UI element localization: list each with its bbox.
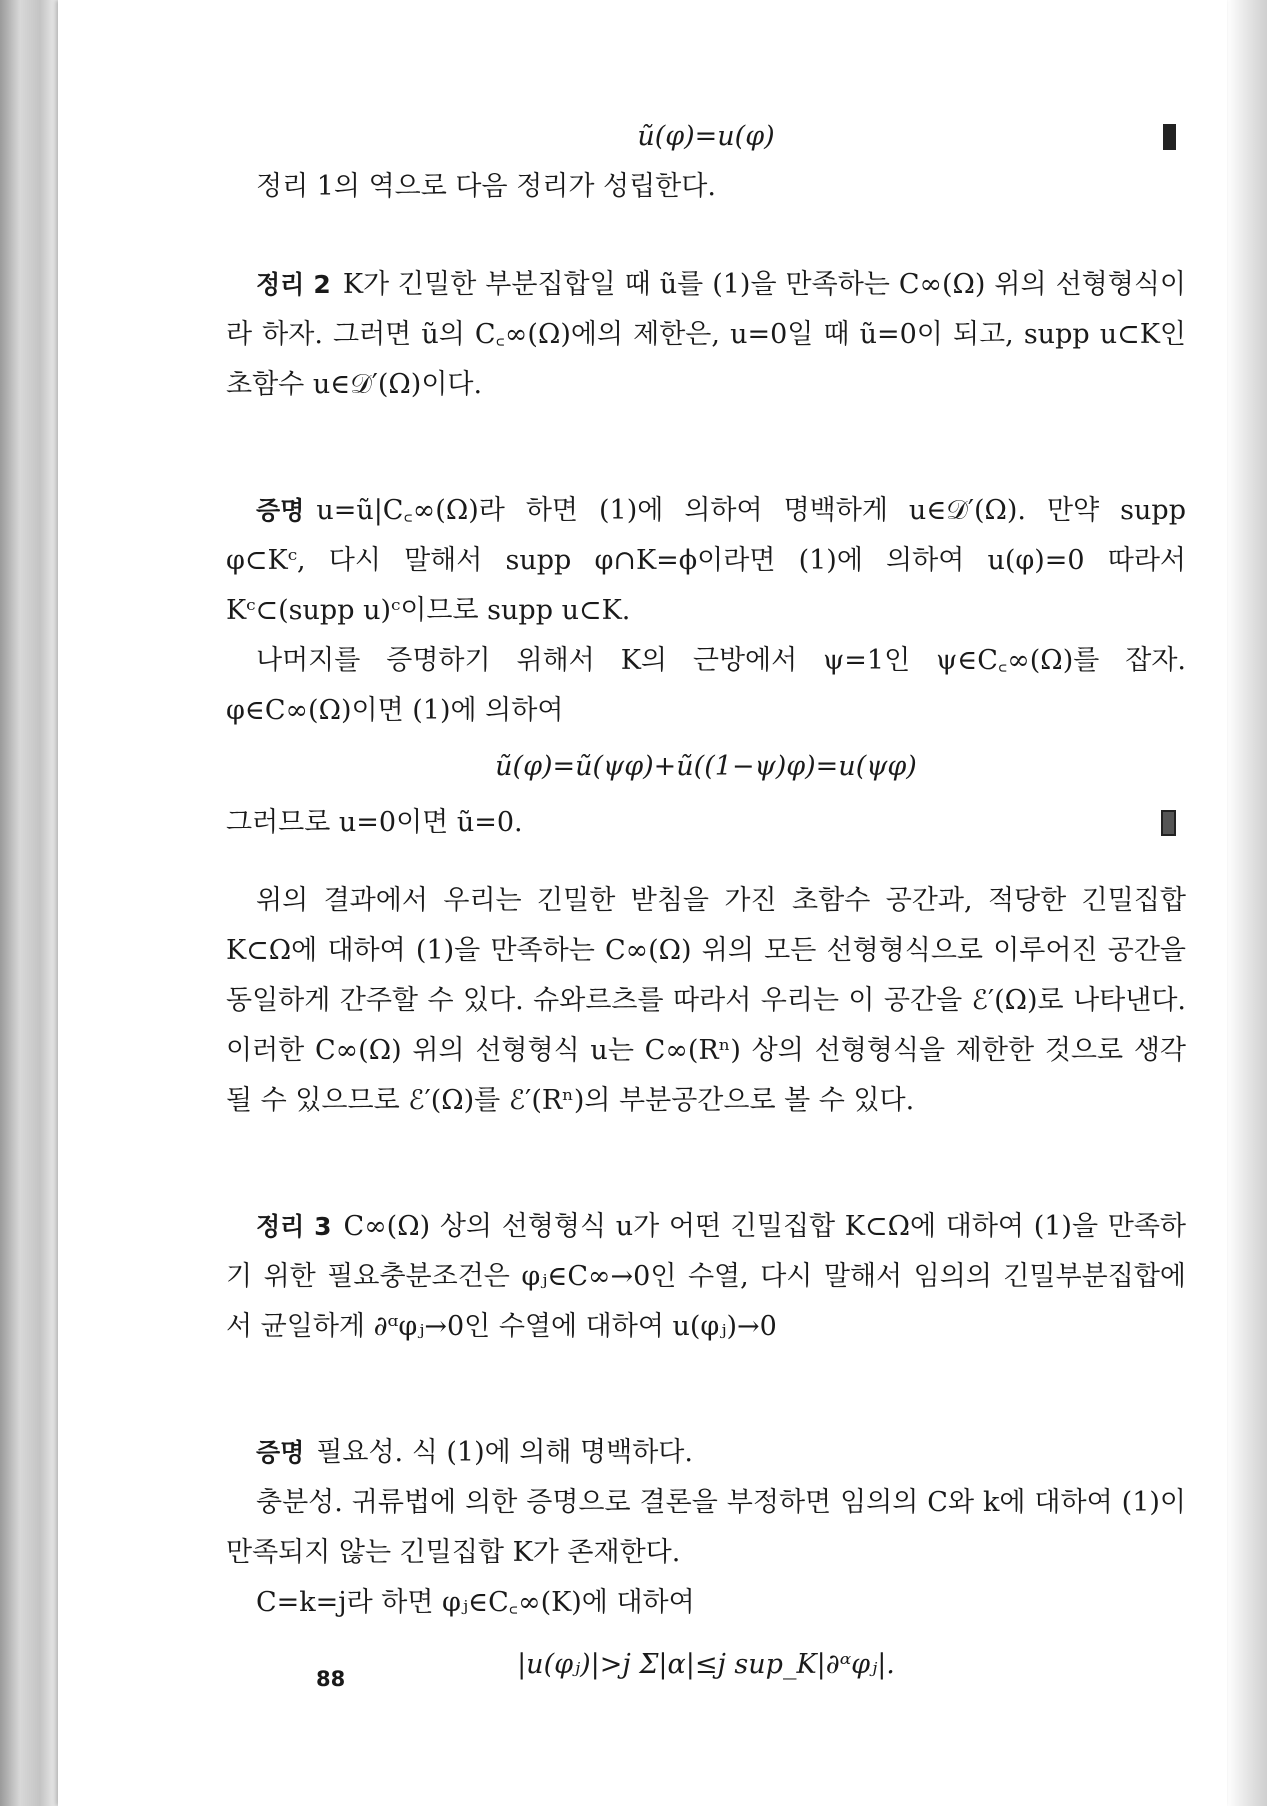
proof-1-text: u=ũ|C꜀∞(Ω)라 하면 (1)에 의하여 명백하게 u∈𝒟′(Ω). 만약 supp φ⊂Kᶜ, 다시 말해서 supp φ∩K=ϕ이라면 (1)에 의하여 u(φ)=0 따라서 Kᶜ⊂(supp u)ᶜ이므로 supp u⊂K. <box>226 495 1186 626</box>
page-content <box>226 112 1186 1690</box>
end-of-proof-mark-2 <box>1161 810 1176 836</box>
book-edge-left <box>0 0 58 1806</box>
proof-3 <box>226 1428 1186 1478</box>
paragraph-sufficiency: 충분성. 귀류법에 의한 증명으로 결론을 부정하면 임의의 C와 k에 대하여 (1)이 만족되지 않는 긴밀집합 K가 존재한다. <box>226 1487 1186 1568</box>
theorem-2 <box>226 260 1186 410</box>
equation-2: ũ(φ)=ũ(ψφ)+ũ((1−ψ)φ)=u(ψφ) <box>495 751 917 782</box>
paragraph-let: C=k=j라 하면 φⱼ∈C꜀∞(K)에 대하여 <box>256 1587 695 1618</box>
paragraph-results: 위의 결과에서 우리는 긴밀한 받침을 가진 초함수 공간과, 적당한 긴밀집합 K⊂Ω에 대하여 (1)을 만족하는 C∞(Ω) 위의 모든 선형형식으로 이루어진 공간을 동일하게 간주할 수 있다. 슈와르츠를 따라서 우리는 이 공간을 ℰ′(Ω)로 나타낸다. 이러한 C∞(Ω) 위의 선형형식 u는 C∞(Rⁿ) 상의 선형형식을 제한한 것으로 생각될 수 있으므로 ℰ′(Ω)를 ℰ′(Rⁿ)의 부분공간으로 볼 수 있다. <box>226 885 1186 1116</box>
paragraph-remainder: 나머지를 증명하기 위해서 K의 근방에서 ψ=1인 ψ∈C꜀∞(Ω)를 잡자. φ∈C∞(Ω)이면 (1)에 의하여 <box>226 645 1186 726</box>
theorem-3-label: 정리 3 <box>256 1212 332 1241</box>
paragraph-therefore: 그러므로 u=0이면 ũ=0. <box>226 798 1186 848</box>
theorem-3-text: C∞(Ω) 상의 선형형식 u가 어떤 긴밀집합 K⊂Ω에 대하여 (1)을 만족하기 위한 필요충분조건은 φⱼ∈C∞→0인 수열, 다시 말해서 임의의 긴밀부분집합에서 균일하게 ∂ᵅφⱼ→0인 수열에 대하여 u(φⱼ)→0 <box>226 1211 1186 1342</box>
proof-1-label: 증명 <box>256 496 305 525</box>
book-edge-right <box>1227 0 1267 1806</box>
proof-1 <box>226 486 1186 636</box>
page <box>58 0 1227 1806</box>
page-number: 88 <box>316 1667 346 1691</box>
equation-3: |u(φⱼ)|>j Σ|α|≤j sup_K|∂ᵅφⱼ|. <box>517 1649 895 1680</box>
proof-3-label: 증명 <box>256 1438 305 1467</box>
proof-3-text: 필요성. 식 (1)에 의해 명백하다. <box>316 1437 693 1468</box>
equation-1: ũ(φ)=u(φ) <box>226 112 1186 162</box>
theorem-3 <box>226 1202 1186 1352</box>
theorem-2-text: K가 긴밀한 부분집합일 때 ũ를 (1)을 만족하는 C∞(Ω) 위의 선형형식이라 하자. 그러면 ũ의 C꜀∞(Ω)에의 제한은, u=0일 때 ũ=0이 되고, supp u⊂K인 초함수 u∈𝒟′(Ω)이다. <box>226 269 1186 400</box>
end-of-proof-mark <box>1163 124 1176 150</box>
paragraph-intro: 정리 1의 역으로 다음 정리가 성립한다. <box>256 171 716 202</box>
theorem-2-label: 정리 2 <box>256 270 331 299</box>
